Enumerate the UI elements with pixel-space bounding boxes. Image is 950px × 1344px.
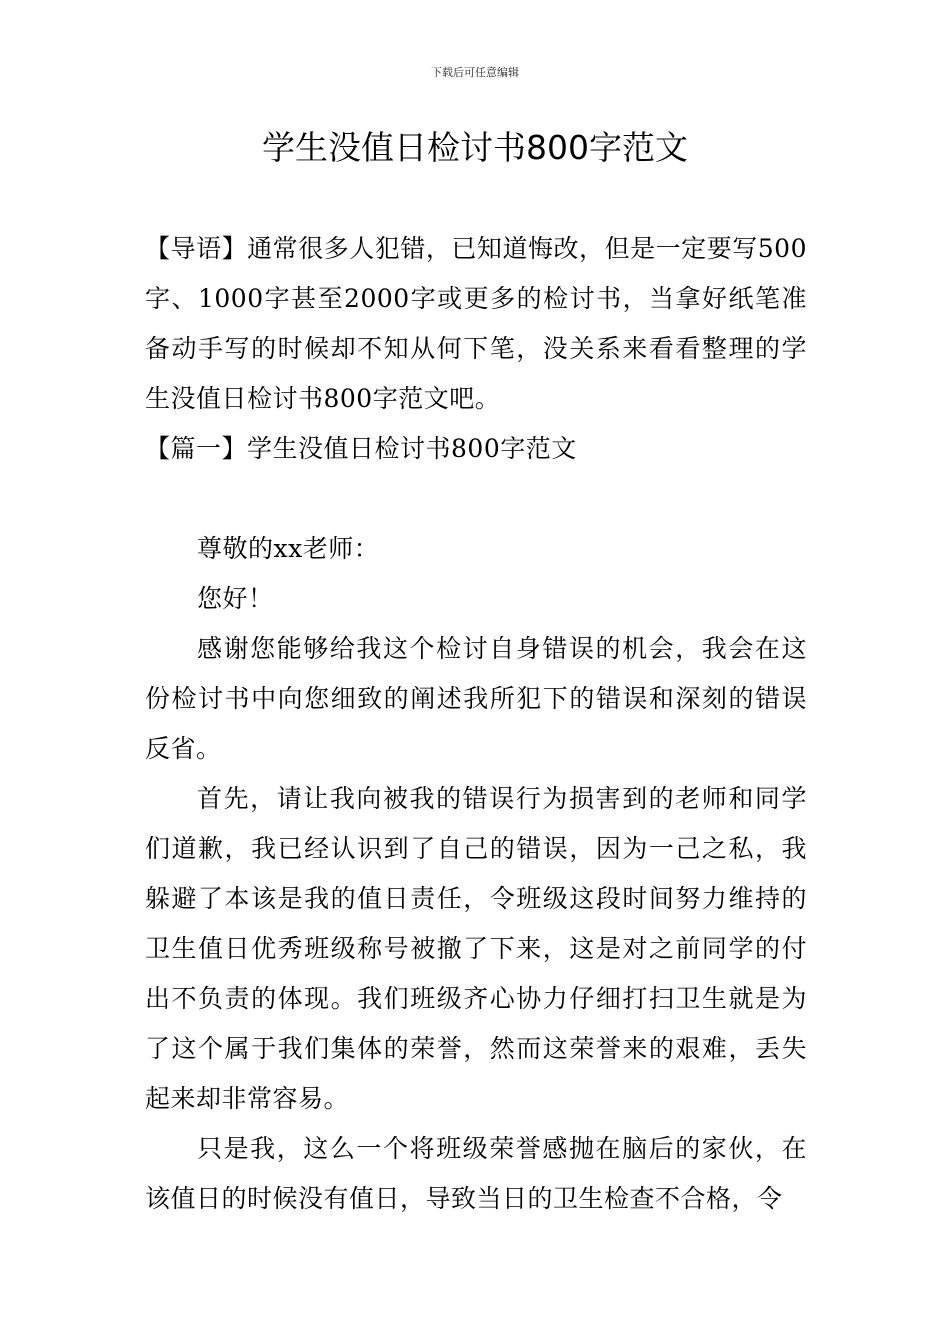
greeting: 您好！ (197, 584, 274, 613)
document-title: 学生没值日检讨书800字范文 (262, 128, 688, 167)
blank-line (145, 474, 807, 524)
salutation: 尊敬的xx老师： (197, 534, 380, 563)
document-body (145, 224, 807, 1224)
body-paragraph: 只是我，这么一个将班级荣誉感抛在脑后的家伙，在该值日的时候没有值日，导致当日的卫生检查不合格，令 (145, 1134, 807, 1213)
header-note: 下载后可任意编辑 (431, 66, 519, 79)
body-paragraph: 感谢您能够给我这个检讨自身错误的机会，我会在这份检讨书中向您细致的阐述我所犯下的错误和深刻的错误反省。 (145, 634, 807, 763)
body-paragraph: 首先，请让我向被我的错误行为损害到的老师和同学们道歉，我已经认识到了自己的错误，因为一己之私，我躲避了本该是我的值日责任，令班级这段时间努力维持的卫生值日优秀班级称号被撤了下来，这是对之前同学的付出不负责的体现。我们班级齐心协力仔细打扫卫生就是为了这个属于我们集体的荣誉，然而这荣誉来的艰难，丢失起来却非常容易。 (145, 784, 807, 1113)
intro-paragraph: 【导语】通常很多人犯错，已知道悔改，但是一定要写500字、1000字甚至2000字或更多的检讨书，当拿好纸笔准备动手写的时候却不知从何下笔，没关系来看看整理的学生没值日检讨书800字范文吧。 (145, 234, 807, 413)
section-heading: 【篇一】学生没值日检讨书800字范文 (145, 434, 577, 463)
